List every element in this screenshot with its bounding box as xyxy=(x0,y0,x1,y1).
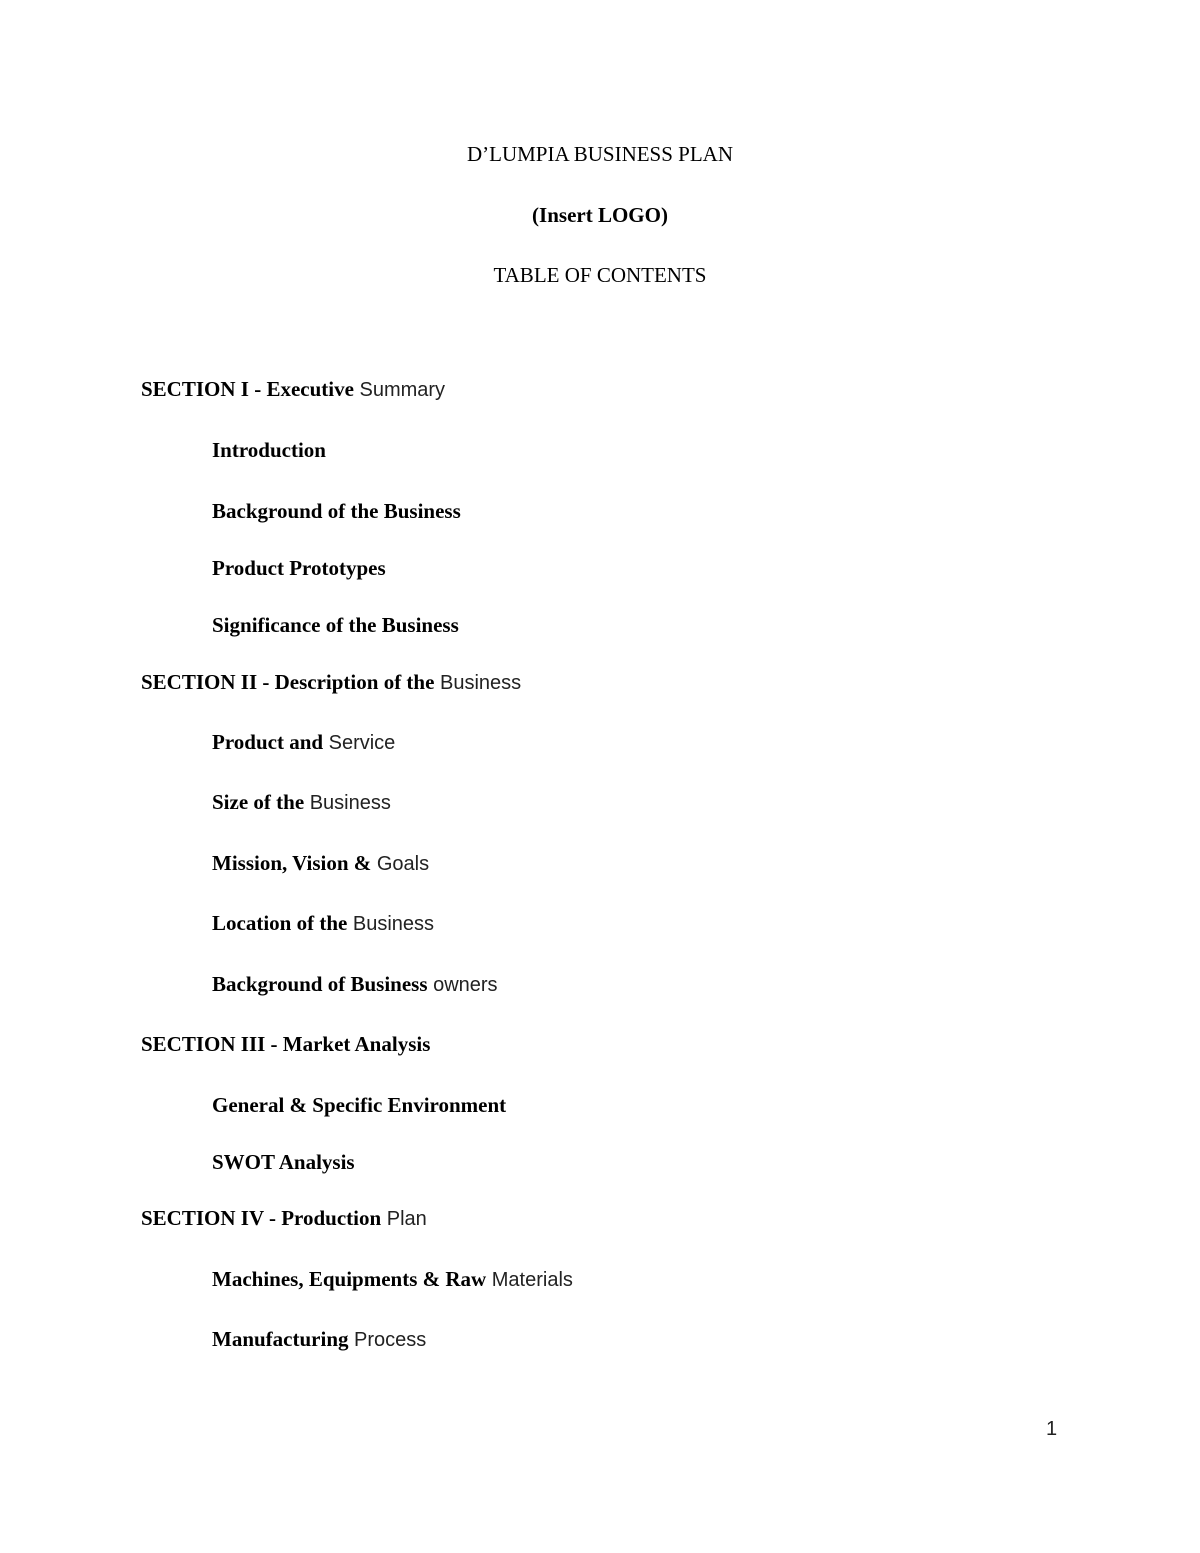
toc-entry-bold: Product and xyxy=(212,730,324,754)
toc-entry-bold: Background of the Business xyxy=(212,499,461,523)
toc-entry-bold: Mission, Vision & xyxy=(212,851,372,875)
toc-entry-rest: owners xyxy=(427,974,498,996)
toc-entry-bold: SECTION II - Description of the xyxy=(141,670,435,694)
toc-entry-bold: SECTION III - Market Analysis xyxy=(141,1032,431,1056)
toc-heading: TABLE OF CONTENTS xyxy=(493,263,707,287)
toc-entry-bold: SECTION I - Executive xyxy=(141,377,354,401)
toc-entry-rest: Business xyxy=(434,672,522,694)
toc-entry-bold: Location of the xyxy=(212,911,348,935)
document-title: D’LUMPIA BUSINESS PLAN xyxy=(466,142,734,166)
toc-entry-rest: Service xyxy=(323,732,396,754)
toc-entry-bold: SWOT Analysis xyxy=(212,1150,355,1174)
toc-entry-location xyxy=(212,911,434,936)
toc-entry-owners xyxy=(212,972,498,997)
toc-entry-bold: Significance of the Business xyxy=(212,613,459,637)
toc-entry-mission xyxy=(212,851,429,876)
toc-entry-rest: Summary xyxy=(353,379,446,401)
toc-entry-background xyxy=(212,499,461,524)
toc-entry-bold: Machines, Equipments & Raw xyxy=(212,1267,487,1291)
toc-entry-bold: Introduction xyxy=(212,438,326,462)
toc-entry-rest: Business xyxy=(347,913,435,935)
toc-entry-rest: Business xyxy=(304,792,391,814)
toc-entry-product-service xyxy=(212,730,395,755)
toc-entry-bold: Size of the xyxy=(212,790,305,814)
toc-entry-swot xyxy=(212,1150,355,1175)
toc-entry-bold: Product Prototypes xyxy=(212,556,386,580)
toc-entry-machines xyxy=(212,1267,573,1292)
toc-section-1 xyxy=(141,377,445,402)
toc-entry-significance xyxy=(212,613,459,638)
toc-entry-bold: General & Specific Environment xyxy=(212,1093,507,1117)
toc-entry-manufacturing xyxy=(212,1327,426,1352)
toc-entry-bold: Background of Business xyxy=(212,972,428,996)
toc-entry-rest: Goals xyxy=(371,853,430,875)
toc-entry-bold: SECTION IV - Production xyxy=(141,1206,382,1230)
toc-entry-size xyxy=(212,790,391,815)
toc-section-3 xyxy=(141,1032,430,1057)
toc-section-2 xyxy=(141,670,521,695)
toc-entry-introduction xyxy=(212,438,326,463)
toc-entry-prototypes xyxy=(212,556,386,581)
toc-section-4 xyxy=(141,1206,427,1231)
toc-entry-bold: Manufacturing xyxy=(212,1327,349,1351)
toc-entry-rest: Materials xyxy=(486,1269,573,1291)
logo-placeholder-note: (Insert LOGO) xyxy=(532,203,668,227)
toc-entry-rest: Process xyxy=(348,1329,427,1351)
toc-entry-environment xyxy=(212,1093,506,1118)
toc-entry-rest: Plan xyxy=(381,1208,427,1230)
page-number: 1 xyxy=(1046,1418,1058,1440)
